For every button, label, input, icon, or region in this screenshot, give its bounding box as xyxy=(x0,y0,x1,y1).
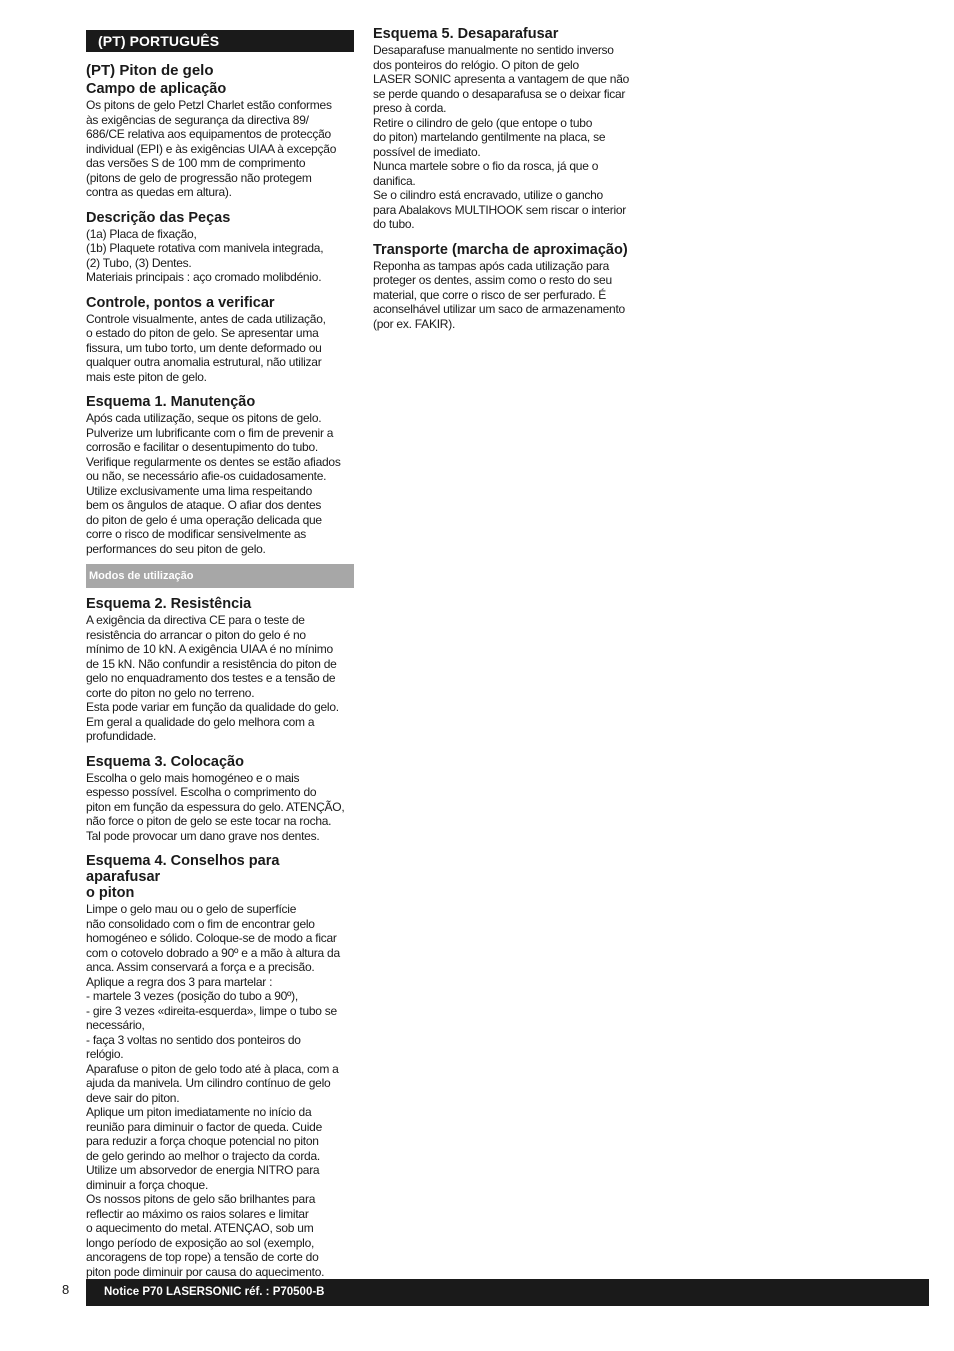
section-body-colocacao: Escolha o gelo mais homogéneo e o mais espesso possível. Escolha o comprimento do piton em função da espessura do gelo. ATENÇÃO, não force o piton de gelo se este tocar na rocha. Tal pode provocar um dano grave nos dentes. xyxy=(86,770,345,843)
section-title-colocacao: Esquema 3. Colocação xyxy=(86,753,244,770)
left-column xyxy=(86,26,354,1279)
section-title-desaparafusar: Esquema 5. Desaparafusar xyxy=(373,26,559,42)
usage-subheader: Modos de utilização xyxy=(86,564,354,588)
footer-notice-bar xyxy=(86,1279,929,1306)
section-title-manutencao: Esquema 1. Manutenção xyxy=(86,394,256,410)
section-title-descricao: Descrição das Peças xyxy=(86,209,231,226)
section-body-campo: Os pitons de gelo Petzl Charlet estão conformes às exigências de segurança da directiva 89/ 686/CE relativa aos equipamentos de protecção individual (EPI) e às exigências UIAA à excepção das versões S de 100 mm de comprimento (pitons de gelo de progressão não protegem contra as quedas em altura). xyxy=(86,98,337,199)
section-title-aparafusar: Esquema 4. Conselhos para aparafusar o piton xyxy=(86,853,280,901)
section-title-controle: Controle, pontos a verificar xyxy=(86,294,275,311)
document-title: (PT) Piton de gelo xyxy=(86,62,214,79)
section-body-manutencao: Após cada utilização, seque os pitons de gelo. Pulverize um lubrificante com o fim de prevenir a corrosão e facilitar o desentupimento do tubo. Verifique regularmente os dentes se estão afiados ou não, se necessário afie-os cuidadosamente. Utilize exclusivamente uma lima respeitando bem os ângulos de ataque. O afiar dos dentes do piton de gelo é uma operação delicada que corre o risco de modificar sensivelmente as performances do seu piton de gelo. xyxy=(86,411,341,556)
right-column xyxy=(373,26,641,331)
section-body-controle: Controle visualmente, antes de cada utilização, o estado do piton de gelo. Se apresentar uma fissura, um tubo torto, um dente deformado ou qualquer outra anomalia estrutural, não utilizar mais este piton de gelo. xyxy=(86,311,326,384)
section-body-desaparafusar: Desaparafuse manualmente no sentido inverso dos ponteiros do relógio. O piton de gelo LASER SONIC apresenta a vantagem de que não se perde quando o desaparafusa se o deixar ficar preso à corda. Retire o cilindro de gelo (que entope o tubo do piton) martelando gentilmente na placa, se possível de imediato. Nunca martele sobre o fio da rosca, já que o danifica. Se o cilindro está encravado, utilize o gancho para Abalakovs MULTIHOOK sem riscar o interior do tubo. xyxy=(373,43,630,231)
section-body-transporte: Reponha as tampas após cada utilização para proteger os dentes, assim como o resto do seu material, que corre o risco de ser perfurado. É aconselhável utilizar um saco de armazenamento (por ex. FAKIR). xyxy=(373,258,625,331)
section-body-resistencia: A exigência da directiva CE para o teste de resistência do arrancar o piton do gelo é no mínimo de 10 kN. A exigência UIAA é no mínimo de 15 kN. Não confundir a resistência do piton de gelo no enquadramento dos testes e a tensão de corte do piton no gelo no terreno. Esta pode variar em função da qualidade do gelo. Em geral a qualidade do gelo melhora com a profundidade. xyxy=(86,613,339,743)
section-title-transporte: Transporte (marcha de aproximação) xyxy=(373,241,628,258)
section-body-descricao: (1a) Placa de fixação, (1b) Plaquete rotativa com manivela integrada, (2) Tubo, (3) Dentes. Materiais principais : aço cromado molibdénio. xyxy=(86,226,324,284)
section-body-aparafusar: Limpe o gelo mau ou o gelo de superfície não consolidado com o fim de encontrar gelo homogéneo e sólido. Coloque-se de modo a ficar com o cotovelo dobrado a 90º e a mão à altura da anca. Assim conservará a força e a precisão. Aplique a regra dos 3 para martelar : - martele 3 vezes (posição do tubo a 90º), - gire 3 vezes «direita-esquerda», limpe o tubo se necessário, - faça 3 voltas no sentido dos ponteiros do relógio. Aparafuse o piton de gelo todo até à placa, com a ajuda da manivela. Um cilindro contínuo de gelo deve sair do piton. Aplique um piton imediatamente no início da reunião para diminuir o factor de queda. Cuide para reduzir a força choque potencial no piton de gelo gerindo ao melhor o trajecto da corda. Utilize um absorvedor de energia NITRO para diminuir a força choque. Os nossos pitons de gelo são brilhantes para reflectir ao máximo os raios solares e limitar o aquecimento do metal. ATENÇAO, sob um longo período de exposição ao sol (exemplo, ancoragens de top rope) a tensão de corte do piton pode diminuir por causa do aquecimento. xyxy=(86,902,340,1279)
section-title-resistencia: Esquema 2. Resistência xyxy=(86,596,252,612)
section-title-campo: Campo de aplicação xyxy=(86,81,227,97)
language-header: (PT) PORTUGUÊS xyxy=(86,30,354,52)
footer-notice-text: Notice P70 LASERSONIC réf. : P70500-B xyxy=(104,1286,325,1298)
page-number: 8 xyxy=(62,1282,70,1297)
